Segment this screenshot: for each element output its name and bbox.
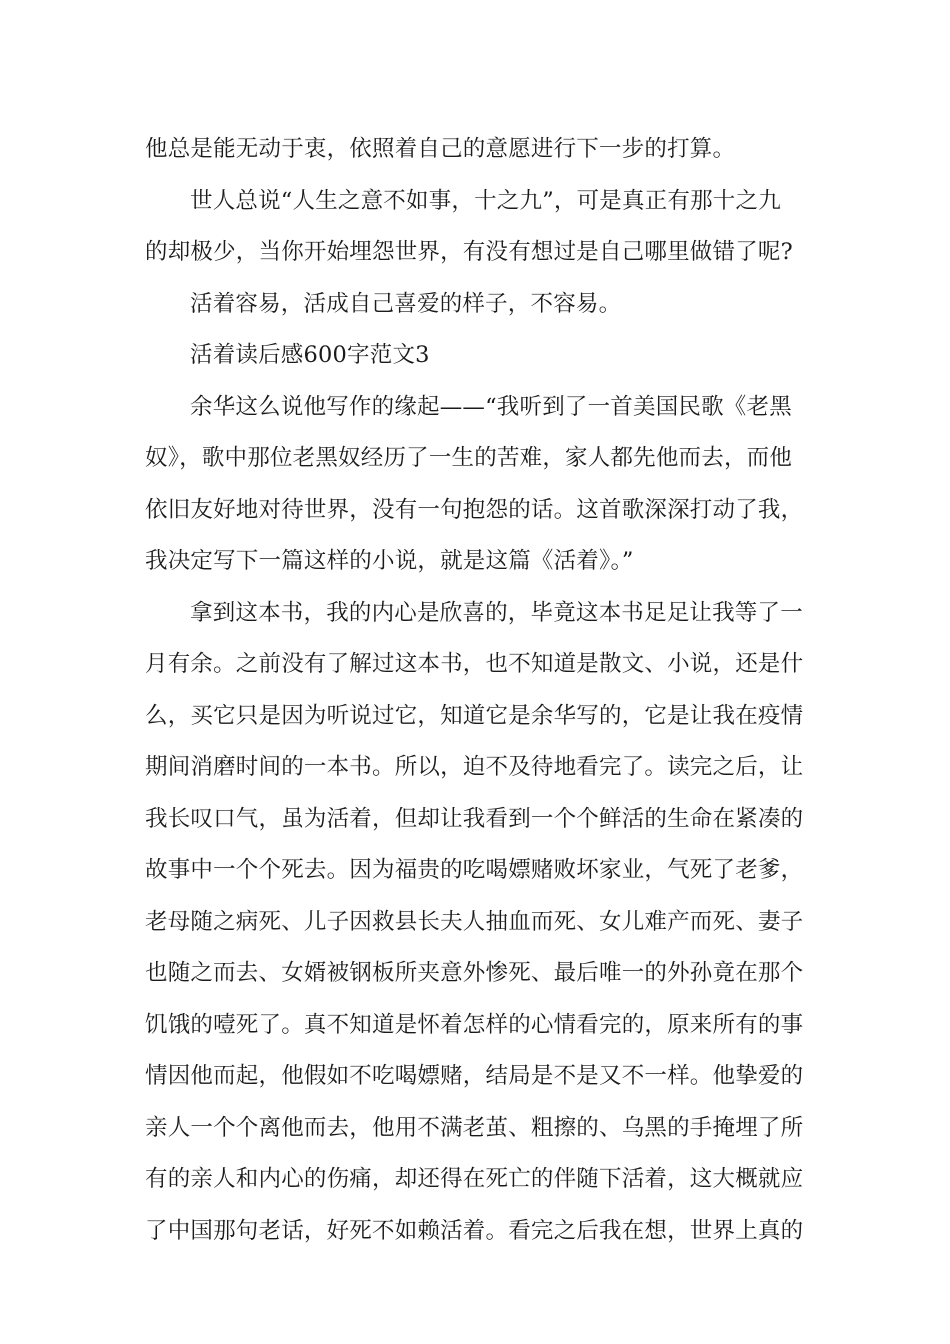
section-heading: 活着读后感600字范文3: [190, 342, 430, 368]
text-line: 月有余。之前没有了解过这本书，也不知道是散文、小说，还是什: [145, 651, 804, 677]
text-line: 我决定写下一篇这样的小说，就是这篇《活着》。”: [145, 548, 634, 574]
text-line: 依旧友好地对待世界，没有一句抱怨的话。这首歌深深打动了我，: [145, 496, 804, 523]
text-line: 了中国那句老话，好死不如赖活着。看完之后我在想，世界上真的: [145, 1217, 804, 1244]
text-line: 么，买它只是因为听说过它，知道它是余华写的，它是让我在疫情: [145, 702, 804, 729]
text-line: 老母随之病死、儿子因救县长夫人抽血而死、女儿难产而死、妻子: [145, 908, 804, 935]
text-line: 的却极少，当你开始埋怨世界，有没有想过是自己哪里做错了呢?: [145, 239, 793, 265]
document-body: [145, 124, 810, 1257]
text-line: 饥饿的噎死了。真不知道是怀着怎样的心情看完的，原来所有的事: [145, 1011, 804, 1038]
text-line: 情因他而起，他假如不吃喝嫖赌，结局是不是又不一样。他挚爱的: [145, 1063, 804, 1089]
text-line: 世人总说“人生之意不如事，十之九”，可是真正有那十之九: [190, 187, 781, 214]
text-line: 故事中一个个死去。因为福贵的吃喝嫖赌败坏家业，气死了老爹，: [145, 857, 804, 883]
text-line: 拿到这本书，我的内心是欣喜的，毕竟这本书足足让我等了一: [190, 599, 803, 626]
text-line: 活着容易，活成自己喜爱的样子，不容易。: [190, 290, 622, 317]
text-line: 奴》，歌中那位老黑奴经历了一生的苦难，家人都先他而去，而他: [145, 445, 793, 471]
text-line: 余华这么说他写作的缘起——“我听到了一首美国民歌《老黑: [190, 393, 792, 420]
text-line: 期间消磨时间的一本书。所以，迫不及待地看完了。读完之后，让: [145, 754, 804, 780]
text-line: 也随之而去、女婿被钢板所夹意外惨死、最后唯一的外孙竟在那个: [145, 960, 804, 986]
text-line: 亲人一个个离他而去，他用不满老茧、粗擦的、乌黑的手掩埋了所: [145, 1114, 804, 1141]
text-line: 他总是能无动于衷，依照着自己的意愿进行下一步的打算。: [145, 136, 736, 162]
text-line: 我长叹口气，虽为活着，但却让我看到一个个鲜活的生命在紧凑的: [145, 805, 804, 832]
text-line: 有的亲人和内心的伤痛，却还得在死亡的伴随下活着，这大概就应: [145, 1166, 804, 1192]
